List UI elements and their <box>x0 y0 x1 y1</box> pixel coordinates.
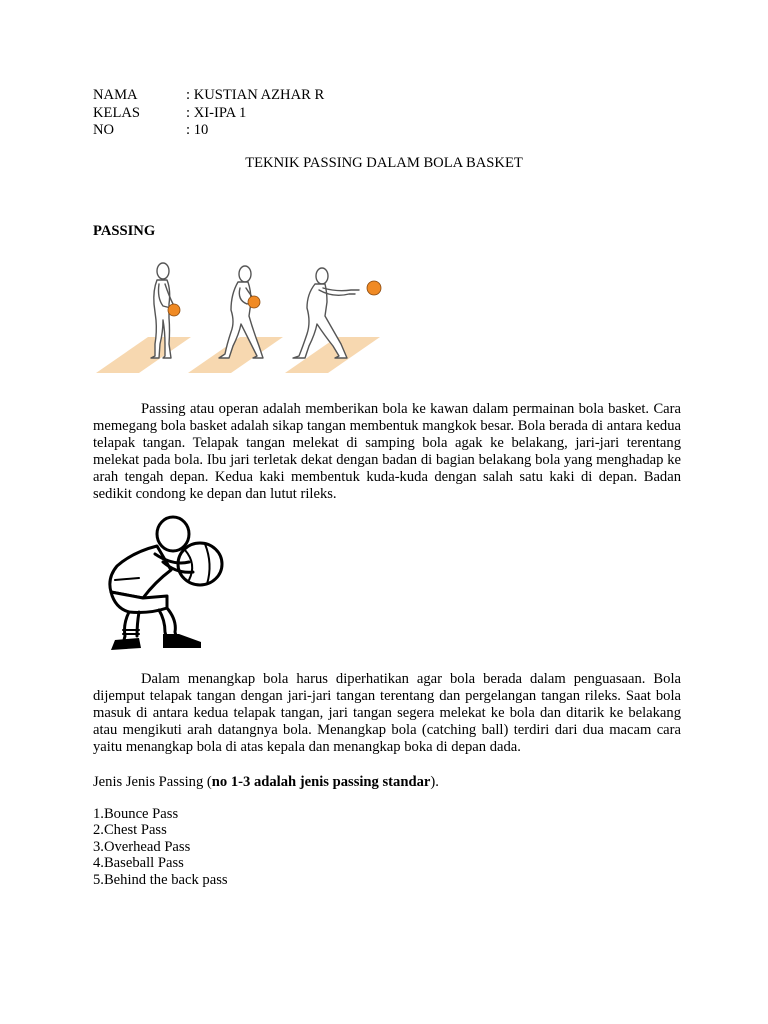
jenis-prefix: Jenis Jenis Passing ( <box>93 774 212 790</box>
info-label: NAMA <box>93 87 138 103</box>
ball-held-1 <box>168 304 180 316</box>
paragraph-passing-text: Passing atau operan adalah memberikan bola ke kawan dalam permainan bola basket. Cara memegang bola basket adalah sikap tangan membentuk mangkok besar. Bola berada di antara kedua telapak tangan. Telapak tangan melekat di samping bola agak ke belakang, jari-jari terentang melekat pada bola. Ibu jari terletak dekat dengan badan di bagian belakang bola yang menghadap ke arah tengah depan. Kedua kaki membentuk kuda-kuda dengan salah satu kaki di depan. Badan sedikit condong ke depan dan lutut rileks. <box>93 401 681 502</box>
info-value: : KUSTIAN AZHAR R <box>186 87 325 103</box>
list-item: 1.Bounce Pass <box>93 806 179 822</box>
info-label: NO <box>93 122 115 138</box>
paragraph-passing <box>93 401 681 503</box>
section-heading-passing: PASSING <box>93 223 156 239</box>
passing-types-list <box>93 806 228 888</box>
paragraph-catching <box>93 671 681 756</box>
list-item: 5.Behind the back pass <box>93 871 228 888</box>
info-value: : XI-IPA 1 <box>186 105 247 121</box>
jenis-suffix: ). <box>430 774 439 790</box>
jenis-bold-note: no 1-3 adalah jenis passing standar <box>211 774 431 790</box>
info-label: KELAS <box>93 105 141 121</box>
info-value: : 10 <box>186 122 209 138</box>
passing-types-intro <box>93 773 439 791</box>
paragraph-catching-text: Dalam menangkap bola harus diperhatikan agar bola berada dalam penguasaan. Bola dijemput telapak tangan dengan jari-jari tangan terentang dan pergelangan tangan rileks. Saat bola masuk di antara kedua telapak tangan, jari tangan segera melekat ke bola dan ditarik ke belakang atau mengikuti arah datangnya bola. Menangkap bola (catching ball) terdiri dari dua macam cara yaitu menangkap bola di atas kepala dan menangkap boka di depan dada. <box>93 671 681 755</box>
list-item: 4.Baseball Pass <box>93 855 184 872</box>
document-title: TEKNIK PASSING DALAM BOLA BASKET <box>245 155 523 171</box>
ball-held-2 <box>248 296 260 308</box>
passing-sequence-illustration <box>93 260 393 378</box>
catching-stance-illustration <box>93 512 228 655</box>
ball-in-flight <box>367 281 381 295</box>
list-item: 3.Overhead Pass <box>93 838 191 855</box>
list-item: 2.Chest Pass <box>93 822 167 839</box>
